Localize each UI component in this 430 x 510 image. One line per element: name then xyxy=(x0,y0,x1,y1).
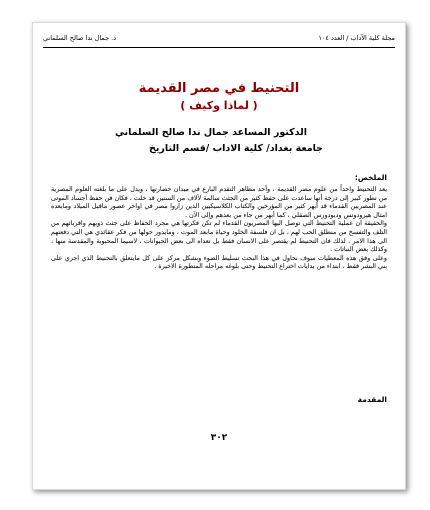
affiliation-line: جامعة بغداد/ كلية الاداب /قسم التاريخ xyxy=(149,143,323,154)
abstract-paragraph: يعد التحنيط واحداً من علوم مصر القديمة ، وأحد مظاهر التقدم البارع في ميدان حضارتها ، ويدل على ما بلغته العلوم المصرية من تطور كبير إلى درجة أنها ساعدت على حفظ كثير من الجثث سالمة لآلاف من السنين قد خلت ، فكان فن حفظ أجساد الموتى عند المصريين القدماء قد أبهر كثير من المؤرخين والكتاب الكلاسيكيين الذين زاروا مصر في اواخر عصور ماقبل الميلاد ومابعده امثال هيرودوتس وديودورس الصقلي ، كما أبهر من جاء من بعدهم وإلى الآن . xyxy=(51,185,387,219)
abstract-paragraph: والحقيقة ان عملية التحنيط التي توصل اليها المصريون القدماء لم تكن فكرتها هي مجرد الحفاظ على جثث ذويهم واقربائهم من التلف والتفسخ من منطلق الحب لهم ، بل ان فلسفة الخلود وحياة مابعد الموت ، ومايدور حولها من فكر عقائدي هي التي دفعتهم الى هذا الامر ، لذلك فان التحنيط لم يقتصر على الانسان فقط بل تعداه الى بعض الحيوانات ، لاسيما المحبوبة والمقدسة منها ، وكذلك بعض النباتات . xyxy=(51,219,387,254)
introduction-heading: المقدمة xyxy=(357,395,387,404)
article-title: التحنيط في مصر القديمة xyxy=(138,81,300,96)
abstract-heading: الملخص: xyxy=(354,173,387,182)
page-number: ٣٠٢ xyxy=(210,433,228,443)
article-subtitle: ( لماذا وكيف ) xyxy=(180,99,258,112)
author-line: الدكتور المساعد جمال ندا صالح السلماني xyxy=(114,127,307,138)
header-journal: مجلة كلية الآداب / العدد ١٠٤ xyxy=(318,34,395,42)
journal-page xyxy=(32,22,406,490)
abstract-body xyxy=(51,185,387,271)
running-header xyxy=(43,31,395,45)
abstract-paragraph: وعلى وفق هذه المعطيات سوف نحاول في هذا البحث تسليط الضوء وبشكل مركز على كل مايتعلق بالتحنيط الذي اجري على بني البشر فقط ، ابتداء من بدايات اختراع التحنيط وحتى بلوغه مراحله المتطورة الاخيرة . xyxy=(51,253,387,271)
header-rule xyxy=(43,47,395,48)
header-author: د. جمال ندا صالح السلماني xyxy=(43,34,117,42)
